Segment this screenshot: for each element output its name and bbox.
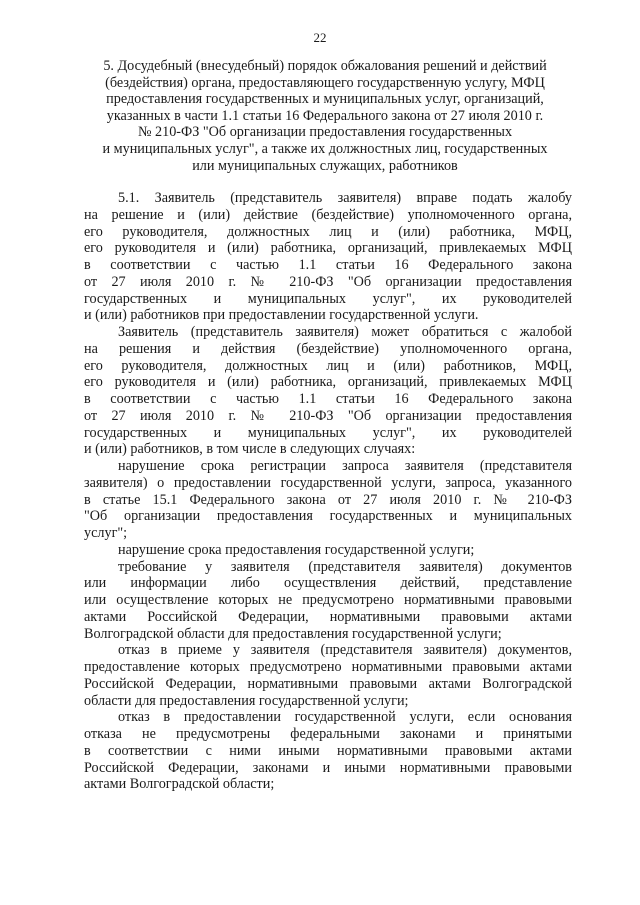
text-line: в соответствии с частью 1.1 статьи 16 Федерального закона bbox=[84, 391, 572, 407]
text-line: и (или) работников при предоставлении государственной услуги. bbox=[84, 307, 479, 324]
text-line: его руководителя и (или) работника, организаций, привлекаемых МФЦ bbox=[84, 240, 572, 257]
text-line: от 27 июля 2010 г. № 210-ФЗ "Об организации предоставления bbox=[84, 407, 572, 424]
paragraph bbox=[84, 642, 572, 709]
text-line: отказа не предусмотрены федеральными законами и принятыми bbox=[84, 726, 572, 742]
text-line: заявителя) о предоставлении государственной услуги, запроса, указанного bbox=[84, 474, 572, 491]
text-line: Российской Федерации, нормативными правовыми актами Волгоградской bbox=[84, 675, 572, 692]
paragraph bbox=[84, 458, 572, 542]
text-line: Российской Федерации, законами и иными нормативными правовыми bbox=[84, 759, 572, 776]
heading-line: предоставления государственных и муниципальных услуг, организаций, bbox=[106, 91, 544, 108]
text-line: актами Российской Федерации, нормативными правовыми актами bbox=[84, 608, 572, 625]
text-line: в соответствии с частью 1.1 статьи 16 Федерального закона bbox=[84, 257, 572, 273]
heading-line: 5. Досудебный (внесудебный) порядок обжалования решений и действий bbox=[103, 58, 547, 74]
text-line: или осуществление которых не предусмотрено нормативными правовыми bbox=[84, 592, 572, 608]
text-line: в соответствии с ними иными нормативными правовыми актами bbox=[84, 742, 572, 759]
text-line: или информации либо осуществления действий, представление bbox=[84, 575, 572, 592]
paragraph bbox=[84, 542, 572, 559]
text-line: актами Волгоградской области; bbox=[84, 776, 275, 793]
text-line: государственных и муниципальных услуг", их руководителей bbox=[84, 290, 572, 307]
text-line: предоставление которых предусмотрено нормативными правовыми актами bbox=[84, 659, 572, 675]
paragraph bbox=[84, 559, 572, 643]
text-line: от 27 июля 2010 г. № 210-ФЗ "Об организации предоставления bbox=[84, 273, 572, 290]
paragraph bbox=[84, 709, 572, 793]
text-line: его руководителя, должностных лиц и (или) работников, МФЦ, bbox=[84, 357, 572, 374]
text-line: нарушение срока предоставления государственной услуги; bbox=[118, 541, 475, 558]
text-line: в статье 15.1 Федерального закона от 27 июля 2010 г. № 210-ФЗ bbox=[84, 491, 572, 508]
text-line: его руководителя, должностных лиц и (или) работника, МФЦ, bbox=[84, 223, 572, 240]
text-line: 5.1. Заявитель (представитель заявителя) вправе подать жалобу bbox=[118, 190, 572, 206]
text-line: отказ в предоставлении государственной услуги, если основания bbox=[118, 709, 572, 726]
text-line: его руководителя и (или) работника, организаций, привлекаемых МФЦ bbox=[84, 374, 572, 391]
section-heading bbox=[80, 58, 570, 174]
text-line: требование у заявителя (представителя заявителя) документов bbox=[118, 558, 572, 575]
document-body bbox=[84, 190, 572, 793]
text-line: Заявитель (представитель заявителя) может обратиться с жалобой bbox=[118, 324, 572, 340]
paragraph bbox=[84, 324, 572, 458]
text-line: услуг"; bbox=[84, 525, 128, 541]
page-number: 22 bbox=[313, 30, 327, 45]
heading-line: № 210-ФЗ "Об организации предоставления государственных bbox=[137, 124, 513, 141]
heading-line: (бездействия) органа, предоставляющего государственную услугу, МФЦ bbox=[105, 74, 545, 91]
text-line: на решения и действия (бездействие) уполномоченного органа, bbox=[84, 340, 572, 357]
text-line: "Об организации предоставления государственных и муниципальных bbox=[84, 508, 572, 525]
text-line: нарушение срока регистрации запроса заявителя (представителя bbox=[118, 458, 572, 474]
text-line: и (или) работников, в том числе в следующих случаях: bbox=[84, 441, 416, 458]
text-line: области для предоставления государственной услуги; bbox=[84, 692, 409, 709]
text-line: отказ в приеме у заявителя (представителя заявителя) документов, bbox=[118, 642, 572, 659]
text-line: государственных и муниципальных услуг", их руководителей bbox=[84, 424, 572, 441]
heading-line: или муниципальных служащих, работников bbox=[192, 157, 458, 174]
text-line: Волгоградской области для предоставления государственной услуги; bbox=[84, 625, 502, 642]
heading-line: и муниципальных услуг", а также их должностных лиц, государственных bbox=[102, 140, 548, 157]
paragraph bbox=[84, 190, 572, 324]
heading-line: указанных в части 1.1 статьи 16 Федерального закона от 27 июля 2010 г. bbox=[106, 107, 544, 124]
text-line: на решение и (или) действие (бездействие) уполномоченного органа, bbox=[84, 206, 572, 223]
